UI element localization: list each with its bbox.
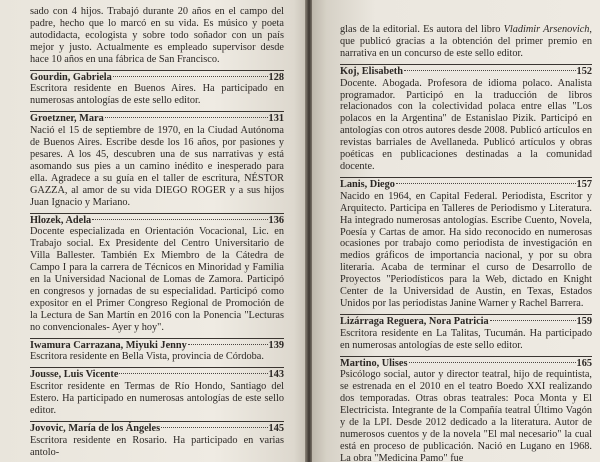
author-bio: Docente. Abogada. Profesora de idioma polaco. Analista programador. Participó en la traducción de libros relacionados con la colectividad polaca entre ellas "Los polacos en la Argentina" de Estanislao Pizik. Participó en antologías con otros autores desde 2008. Publicó artículos en revistas barriales de Avellaneda. Publicó artículos y obras poéticas en publicaciones destinadas a la comunidad docente. (340, 77, 592, 172)
entry-rule (30, 367, 284, 368)
page-number: 157 (576, 178, 592, 190)
leader-dots (404, 70, 576, 71)
page-number: 152 (576, 65, 592, 77)
entry-koj (340, 64, 592, 173)
author-bio: Escritor residente en Termas de Río Hondo, Santiago del Estero. Ha participado en numerosas antologías de este sello editor. (30, 381, 284, 417)
entry-jousse (30, 367, 284, 417)
author-bio: Nació el 15 de septiembre de 1970, en la Ciudad Autónoma de Buenos Aires. Escribe desde los 16 años, por pasiones y pesares. A los 45, descubren una de sus narrativas y está asomando sus pies a un camino inédito e inesperado para ella. Agradece a su guía en el taller de escritura, NÉSTOR GAZZA, al amor de su vida DIEGO ROGER y a sus hijos Juan Ignacio y Mariano. (30, 125, 284, 208)
entry-heading (340, 66, 592, 78)
author-bio: Escritora residente en Bella Vista, provincia de Córdoba. (30, 351, 264, 363)
entry-lizarraga (340, 314, 592, 352)
entry-heading (30, 340, 284, 352)
page-number: 139 (268, 339, 284, 351)
leader-dots (490, 320, 576, 321)
entry-groetzner (30, 111, 284, 208)
entry-rule (30, 111, 284, 112)
entry-gourdin (30, 70, 284, 108)
entry-rule (30, 338, 284, 339)
intro-text-start: glas de la editorial. Es autora del libro (340, 24, 504, 35)
leader-dots (188, 344, 268, 345)
entry-rule (340, 64, 592, 65)
page-number: 165 (576, 357, 592, 369)
author-name: Hlozek, Adela (30, 214, 92, 226)
entry-iwamura (30, 338, 284, 364)
leader-dots (409, 362, 576, 363)
leader-dots (119, 373, 267, 374)
author-name: Jousse, Luis Vicente (30, 369, 119, 381)
page-number: 128 (268, 71, 284, 83)
page-number: 136 (268, 214, 284, 226)
entry-jovovic (30, 421, 284, 459)
entry-martino (340, 356, 592, 462)
entry-heading (30, 113, 284, 125)
author-name: Jovovic, María de los Ángeles (30, 423, 161, 434)
author-bio: Escritora residente en La Talitas, Tucumán. Ha participado en numerosas antologías de este sello editor. (340, 327, 592, 351)
entry-heading (30, 369, 284, 381)
right-column (340, 24, 592, 462)
author-bio: Escritora residente en Rosario. Ha participado en varias antolo- (30, 434, 284, 458)
author-name: Gourdin, Gabriela (30, 71, 112, 83)
author-bio: Psicólogo social, autor y director teatral, hijo de requintista, se estrenada en el 2010 en el teatro Boedo XXI realizando dos temporadas. Otras obras teatrales: Poca Monta y El Electricista. Integrante de la Compañía teatral Último Vagón y de la LPI. Desde 2012 dedicado a la literatura. Autor de numerosos cuentos y de la novela "El mal necesario" la cual está en proceso de publicación. Nació en Lugano en 1968. La obra "Medicina Pamo" fue (340, 369, 592, 462)
leader-dots (396, 183, 576, 184)
entry-rule (340, 356, 592, 357)
entry-heading (340, 316, 592, 328)
author-bio: Docente especializada en Orientación Vocacional, Lic. en Trabajo social. Ex Presidente del Centro Universitario de Villa Ballester. También Ex Miembro de la Cátedra de Campo I para la carrera de Técnicos en Minoridad y Familia en la Universidad Nacional de Lomas de Zamora. Participó en congresos y jornadas de su especialidad. Participó como expositor en el Primer Congreso Regional de Promoción de la Lectura de San Martín en 2016 con la Ponencia "Lecturas no convencionales- Ayer y hoy". (30, 226, 284, 333)
page-number: 143 (268, 369, 284, 381)
author-name: Martino, Ulises (340, 357, 408, 369)
intro-text-end: , que publicó gracias a la obtención del primer premio en narrativa en un concurso de este sello editor. (340, 24, 592, 59)
author-name: Lizárraga Reguera, Nora Patricia (340, 315, 489, 327)
leader-dots (105, 117, 268, 118)
author-name: Groetzner, Mara (30, 113, 104, 125)
entry-rule (30, 213, 284, 214)
entry-rule (340, 177, 592, 178)
page-number: 159 (576, 315, 592, 327)
entry-rule (30, 70, 284, 71)
author-name: Lanis, Diego (340, 178, 395, 190)
page-number: 145 (268, 423, 284, 434)
left-intro-paragraph: sado con 4 hijos. Trabajó durante 20 años en el campo del padre, hecho que lo marcó en su vida. Es músico y poeta autodidacta, ecologista y sobre todo soñador con un país mejor y justo. Actualmente es empleado supervisor desde hace 10 años en una fábrica de San Francisco. (30, 6, 284, 65)
book-title: Vladimir Arsenovich (503, 24, 590, 35)
entry-hlozek (30, 213, 284, 334)
page-number: 131 (268, 113, 284, 125)
leader-dots (161, 427, 267, 428)
entry-heading (30, 72, 284, 84)
entry-heading (340, 358, 592, 370)
entry-heading (30, 423, 284, 435)
right-page (312, 0, 600, 462)
entry-lanis (340, 177, 592, 310)
leader-dots (113, 76, 268, 77)
entry-heading (30, 215, 284, 227)
entry-rule (30, 421, 284, 422)
author-name: Iwamura Carrazana, Miyuki Jenny (30, 339, 187, 351)
entry-heading (340, 179, 592, 191)
leader-dots (92, 219, 267, 220)
entry-rule (340, 314, 592, 315)
left-column (30, 6, 284, 459)
author-bio: Escritora residente en Buenos Aires. Ha participado en numerosas antologías de este sello editor. (30, 83, 284, 107)
author-bio: Nacido en 1964, en Capital Federal. Periodista, Escritor y Arquitecto. Participa en Talleres de Periodismo y Literatura. Ha integrado numerosas antologías. Escribe Cuento, Novela, Poesía y Cartas de amor. Ha sido reconocido en numerosas ocasiones por trabajo como periodista de investigación en medios gráficos de importancia nacional, y por su obra literaria. Acaba de terminar el curso de Desarrollo de Proyectos "Periodísticos para la Web, dictado en Knight Center de la Universidad de Austin, en Texas, Estados Unidos por las periodistas Janine Warner y Rachel Barrera. (340, 190, 592, 309)
right-intro-paragraph (340, 24, 592, 60)
author-name: Koj, Elisabeth (340, 65, 403, 77)
